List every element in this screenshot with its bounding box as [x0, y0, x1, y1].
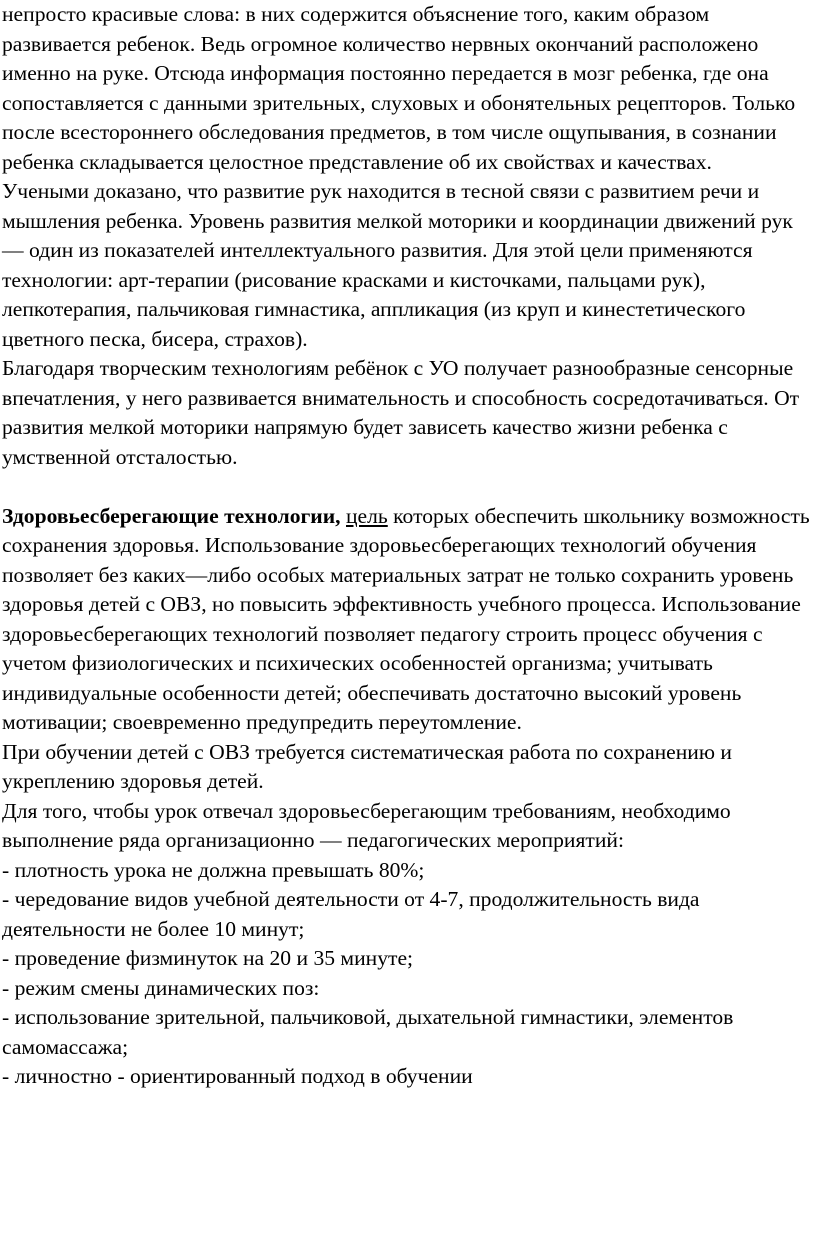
list-item: - использование зрительной, пальчиковой, дыхательной гимнастики, элементов самомассажа; [2, 1005, 734, 1059]
health-technologies-text: которых обеспечить школьнику возможность сохранения здоровья. Использование здоровьесберегающих технологий обучения позволяет без каких—либо особых материальных затрат не только сохранить уровень здоровья детей с ОВЗ, но повысить эффективность учебного процесса. Использование здоровьесберегающих технологий позволяет педагогу строить процесс обучения с учетом физиологических и психических особенностей организма; учитывать индивидуальные особенности детей; обеспечивать достаточно высокий уровень мотивации; своевременно предупредить переутомление. [2, 503, 810, 734]
blank-line [2, 472, 816, 502]
paragraph-creative-technologies: Благодаря творческим технологиям ребёнок с УО получает разнообразные сенсорные впечатления, у него развивается внимательность и способность сосредотачиваться. От развития мелкой моторики напрямую будет зависеть качество жизни ребенка с умственной отсталостью. [2, 356, 800, 469]
list-item: - личностно - ориентированный подход в обучении [2, 1064, 473, 1088]
paragraph-systematic-work: При обучении детей с ОВЗ требуется систематическая работа по сохранению и укреплению здоровья детей. [2, 739, 732, 793]
paragraph-fine-motor-hand: непросто красивые слова: в них содержится объяснение того, каким образом развивается ребенок. Ведь огромное количество нервных окончаний расположено именно на руке. Отсюда информация постоянно передается в мозг ребенка, где она сопоставляется с данными зрительных, слуховых и обонятельных рецепторов. Только после всестороннего обследования предметов, в том числе ощупывания, в сознании ребенка складывается целостное представление об их свойствах и качествах. [2, 2, 796, 174]
list-item: - проведение физминуток на 20 и 35 минуте; [2, 946, 414, 970]
list-item: - режим смены динамических поз: [2, 975, 320, 1000]
paragraph-hand-development: Учеными доказано, что развитие рук находится в тесной связи с развитием речи и мышления ребенка. Уровень развития мелкой моторики и координации движений рук — один из показателей интеллектуального развития. Для этой цели применяются технологии: арт-терапии (рисование красками и кисточками, пальцами рук), лепкотерапия, пальчиковая гимнастика, аппликация (из круп и кинестетического цветного песка, бисера, страхов). [2, 179, 793, 351]
list-item: - плотность урока не должна превышать 80%; [2, 857, 425, 882]
paragraph-requirements-intro: Для того, чтобы урок отвечал здоровьесберегающим требованиям, необходимо выполнение ряда организационно — педагогических мероприятий: [2, 798, 731, 852]
paragraph-health-technologies [2, 502, 816, 738]
goal-word: цель [346, 503, 388, 528]
list-item: - чередование видов учебной деятельности от 4-7, продолжительность вида деятельности не более 10 минут; [2, 887, 700, 941]
health-technologies-term: Здоровьесберегающие технологии, [2, 503, 341, 528]
